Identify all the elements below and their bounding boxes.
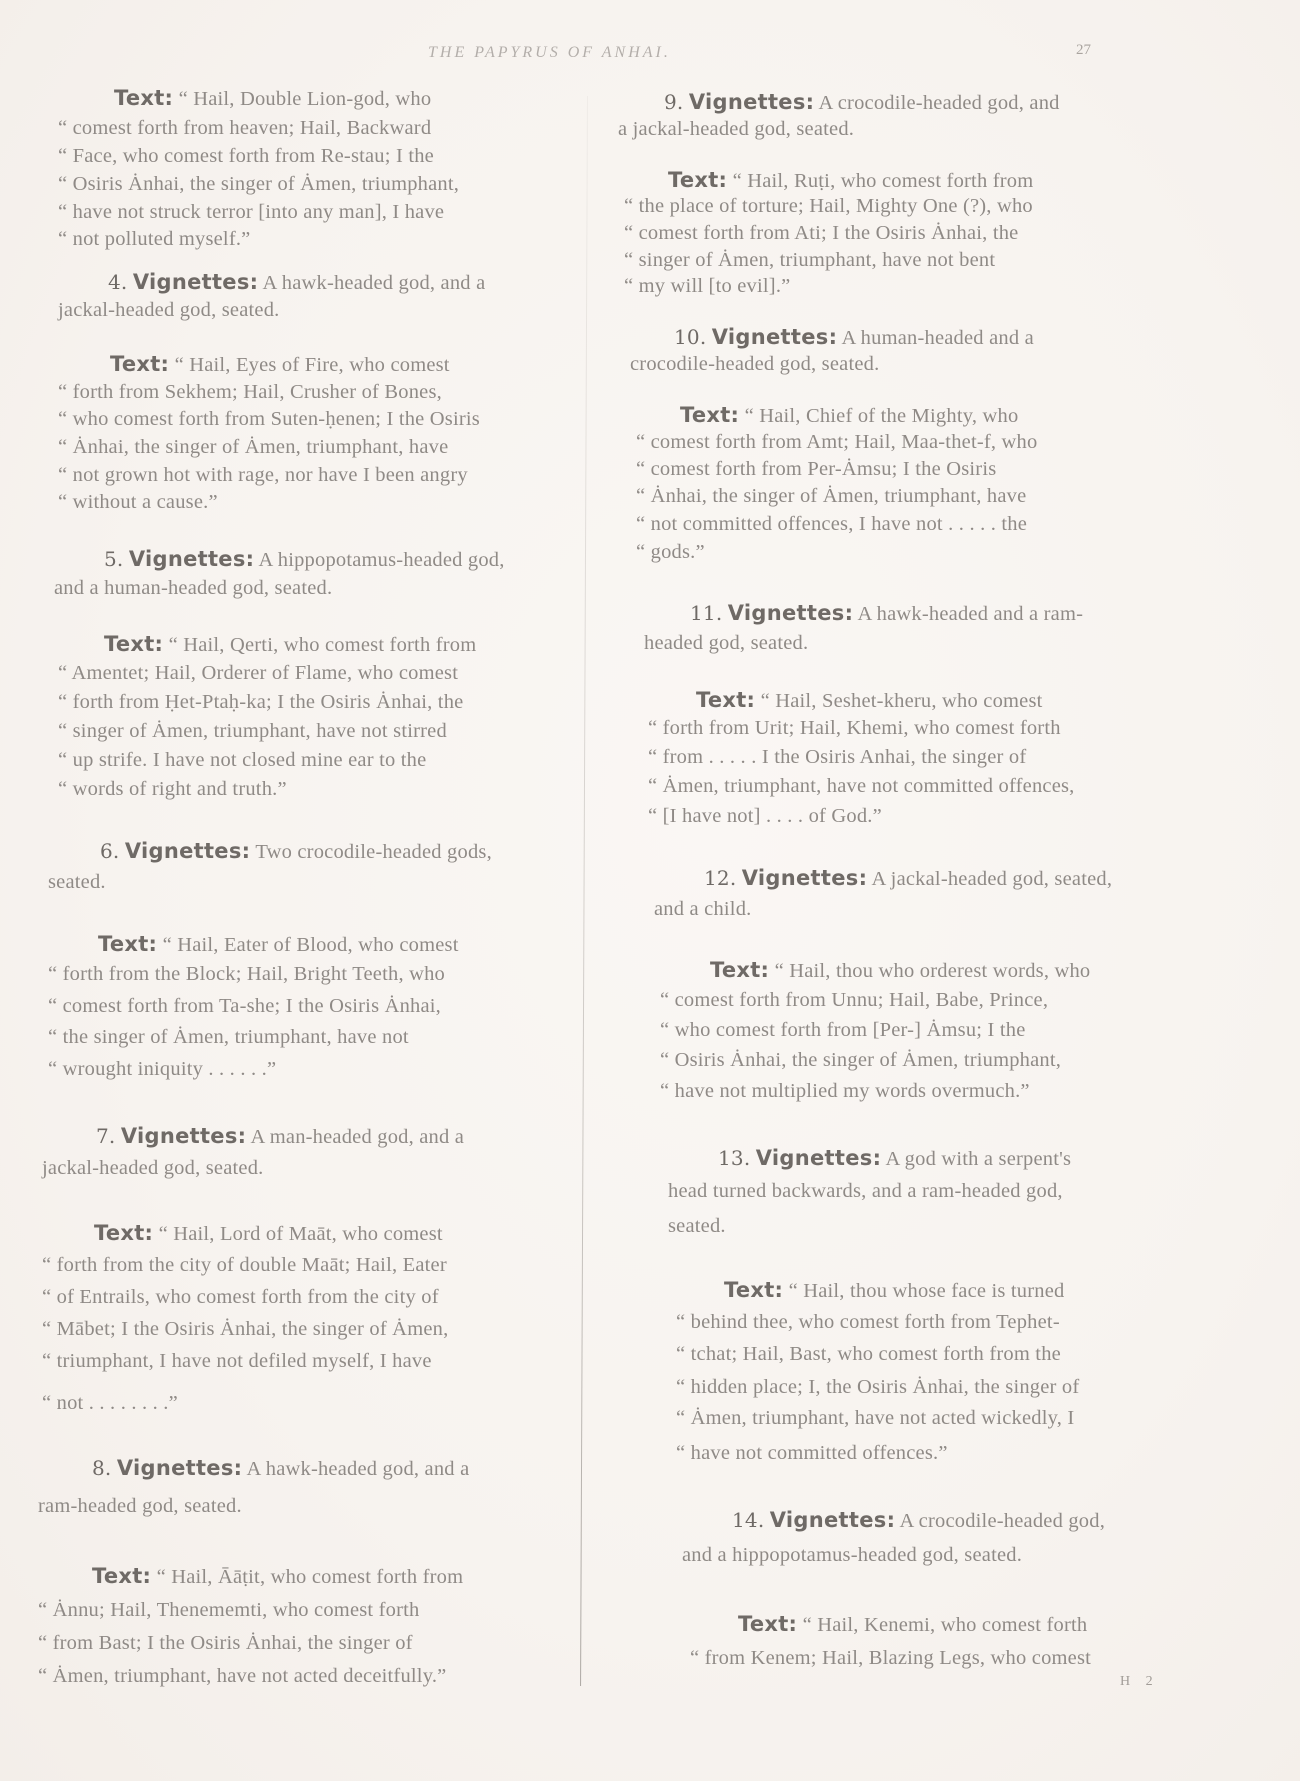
line-text: “ not polluted myself.” xyxy=(58,228,251,250)
vignette-label: Vignettes: xyxy=(727,601,854,625)
line-text: “ Hail, Qerti, who comest forth from xyxy=(168,634,477,656)
entry-number: 6. xyxy=(100,839,120,863)
line-text: “ comest forth from Amt; Hail, Maa-thet-f, who xyxy=(636,431,1038,453)
vignette-label: Vignettes: xyxy=(688,90,815,114)
line-text: “ singer of Ȧmen, triumphant, have not bent xyxy=(624,249,996,271)
text-first-line xyxy=(696,690,1043,712)
line-text: “ who comest forth from Suten-ḥenen; I the Osiris xyxy=(58,408,480,430)
vignette-label: Vignettes: xyxy=(741,866,868,890)
line-text: “ Osiris Ȧnhai, the singer of Ȧmen, triumphant, xyxy=(660,1049,1062,1071)
line-text: “ comest forth from Per-Ȧmsu; I the Osiris xyxy=(636,458,997,480)
signature-mark: H 2 xyxy=(1120,1674,1159,1689)
line-text: “ Hail, Chief of the Mighty, who xyxy=(744,405,1019,427)
line-text: “ not . . . . . . . .” xyxy=(42,1392,178,1414)
line-text: “ forth from the city of double Maāt; Hail, Eater xyxy=(42,1254,447,1276)
line-text: “ Ȧnhai, the singer of Ȧmen, triumphant, have xyxy=(636,485,1027,507)
line-text: A jackal-headed god, seated, xyxy=(871,868,1113,890)
line-text: “ Osiris Ȧnhai, the singer of Ȧmen, triumphant, xyxy=(58,173,460,195)
line-text: “ without a cause.” xyxy=(58,491,218,513)
entry-number: 9. xyxy=(664,90,684,114)
page-number: 27 xyxy=(1076,42,1091,58)
line-text: “ comest forth from Ati; I the Osiris Ȧnhai, the xyxy=(624,222,1019,244)
vignette-label: Vignettes: xyxy=(769,1508,896,1532)
text-first-line xyxy=(92,1566,463,1588)
line-text: Two crocodile-headed gods, xyxy=(255,841,492,863)
line-text: A crocodile-headed god, and xyxy=(818,92,1060,114)
text-label: Text: xyxy=(110,352,170,376)
text-first-line xyxy=(94,1223,443,1245)
line-text: seated. xyxy=(48,871,106,893)
line-text: “ Face, who comest forth from Re-stau; I the xyxy=(58,145,434,167)
vignette-label: Vignettes: xyxy=(124,839,251,863)
line-text: headed god, seated. xyxy=(644,632,809,654)
line-text: A hawk-headed god, and a xyxy=(246,1458,470,1480)
text-first-line xyxy=(114,88,553,110)
text-label: Text: xyxy=(94,1221,154,1245)
line-text: “ from Kenem; Hail, Blazing Legs, who comest xyxy=(690,1647,1092,1669)
text-first-line xyxy=(98,934,459,956)
text-label: Text: xyxy=(92,1564,152,1588)
text-first-line xyxy=(104,634,476,656)
text-first-line xyxy=(110,354,450,376)
vignette-first-line xyxy=(108,272,485,294)
line-text: A god with a serpent's xyxy=(885,1148,1072,1170)
text-label: Text: xyxy=(710,958,770,982)
line-text: “ from Bast; I the Osiris Ȧnhai, the singer of xyxy=(38,1632,413,1654)
vignette-first-line xyxy=(674,327,1034,349)
line-text: “ comest forth from Unnu; Hail, Babe, Prince, xyxy=(660,989,1049,1011)
line-text: A hawk-headed and a ram- xyxy=(857,603,1084,625)
line-text: “ Hail, Seshet-kheru, who comest xyxy=(760,690,1043,712)
line-text: “ the singer of Ȧmen, triumphant, have not xyxy=(48,1026,409,1048)
line-text: “ behind thee, who comest forth from Tephet- xyxy=(676,1311,1060,1333)
line-text: “ not committed offences, I have not . . . . . the xyxy=(636,513,1028,535)
line-text: A crocodile-headed god, xyxy=(899,1510,1106,1532)
line-text: A hippopotamus-headed god, xyxy=(258,549,505,571)
line-text: “ Ȧmen, triumphant, have not acted deceitfully.” xyxy=(38,1665,447,1687)
line-text: “ triumphant, I have not defiled myself, I have xyxy=(42,1350,432,1372)
line-text: “ gods.” xyxy=(636,541,705,563)
line-text: “ Hail, thou who orderest words, who xyxy=(774,960,1091,982)
text-label: Text: xyxy=(696,688,756,712)
text-first-line xyxy=(710,960,1090,982)
line-text: “ Hail, Double Lion-god, who xyxy=(178,88,432,110)
line-text: “ Hail, thou whose face is turned xyxy=(788,1280,1065,1302)
line-text: “ comest forth from heaven; Hail, Backward xyxy=(58,117,432,139)
vignette-first-line xyxy=(104,549,505,571)
line-text: “ have not struck terror [into any man], I have xyxy=(58,201,445,223)
entry-number: 8. xyxy=(92,1456,112,1480)
text-first-line xyxy=(668,170,1033,192)
line-text: A hawk-headed god, and a xyxy=(262,272,486,294)
line-text: seated. xyxy=(668,1215,726,1237)
entry-number: 11. xyxy=(690,601,723,625)
line-text: “ forth from Ḥet-Ptaḥ-ka; I the Osiris Ȧnhai, the xyxy=(58,691,464,713)
entry-number: 7. xyxy=(96,1124,116,1148)
vignette-first-line xyxy=(690,603,1083,625)
vignette-first-line xyxy=(664,92,1060,114)
text-label: Text: xyxy=(668,168,728,192)
line-text: “ from . . . . . I the Osiris Anhai, the singer of xyxy=(648,746,1027,768)
text-first-line xyxy=(738,1614,1087,1636)
entry-number: 10. xyxy=(674,325,707,349)
line-text: “ Hail, Kenemi, who comest forth xyxy=(802,1614,1088,1636)
line-text: “ forth from Sekhem; Hail, Crusher of Bones, xyxy=(58,381,442,403)
text-label: Text: xyxy=(724,1278,784,1302)
text-label: Text: xyxy=(738,1612,798,1636)
line-text: “ hidden place; I, the Osiris Ȧnhai, the singer of xyxy=(676,1376,1080,1398)
vignette-first-line xyxy=(96,1126,464,1148)
vignette-label: Vignettes: xyxy=(755,1146,882,1170)
line-text: “ of Entrails, who comest forth from the city of xyxy=(42,1286,439,1308)
entry-number: 12. xyxy=(704,866,737,890)
line-text: “ have not committed offences.” xyxy=(676,1442,948,1464)
line-text: “ Hail, Ruṭi, who comest forth from xyxy=(732,170,1034,192)
line-text: “ Amentet; Hail, Orderer of Flame, who comest xyxy=(58,662,459,684)
vignette-label: Vignettes: xyxy=(128,547,255,571)
line-text: “ Hail, Āāṭit, who comest forth from xyxy=(156,1566,464,1588)
line-text: jackal-headed god, seated. xyxy=(42,1157,264,1179)
line-text: “ singer of Ȧmen, triumphant, have not stirred xyxy=(58,720,447,742)
line-text: jackal-headed god, seated. xyxy=(58,299,280,321)
line-text: “ [I have not] . . . . of God.” xyxy=(648,805,882,827)
line-text: and a child. xyxy=(654,898,752,920)
line-text: crocodile-headed god, seated. xyxy=(630,353,880,375)
text-first-line xyxy=(724,1280,1064,1302)
line-text: “ not grown hot with rage, nor have I been angry xyxy=(58,464,468,486)
vignette-first-line xyxy=(718,1148,1071,1170)
entry-number: 14. xyxy=(732,1508,765,1532)
vignette-label: Vignettes: xyxy=(132,270,259,294)
vignette-label: Vignettes: xyxy=(711,325,838,349)
line-text: a jackal-headed god, seated. xyxy=(618,118,855,140)
entry-number: 13. xyxy=(718,1146,751,1170)
line-text: “ comest forth from Ta-she; I the Osiris Ȧnhai, xyxy=(48,995,442,1017)
line-text: “ have not multiplied my words overmuch.” xyxy=(660,1080,1030,1102)
line-text: “ Ȧmen, triumphant, have not acted wickedly, I xyxy=(676,1407,1075,1429)
text-label: Text: xyxy=(680,403,740,427)
line-text: “ Hail, Eyes of Fire, who comest xyxy=(174,354,450,376)
line-text: “ who comest forth from [Per-] Ȧmsu; I the xyxy=(660,1019,1026,1041)
line-text: and a human-headed god, seated. xyxy=(54,577,333,599)
vignette-label: Vignettes: xyxy=(120,1124,247,1148)
text-first-line xyxy=(680,405,1018,427)
line-text: “ wrought iniquity . . . . . .” xyxy=(48,1058,277,1080)
line-text: “ Hail, Lord of Maāt, who comest xyxy=(158,1223,443,1245)
line-text: and a hippopotamus-headed god, seated. xyxy=(682,1544,1023,1566)
line-text: “ Ȧnnu; Hail, Thenememti, who comest forth xyxy=(38,1599,420,1621)
line-text: “ forth from Urit; Hail, Khemi, who comest forth xyxy=(648,717,1061,739)
line-text: A man-headed god, and a xyxy=(250,1126,465,1148)
line-text: “ Hail, Eater of Blood, who comest xyxy=(162,934,459,956)
vignette-first-line xyxy=(704,868,1112,890)
line-text: head turned backwards, and a ram-headed god, xyxy=(668,1180,1063,1202)
line-text: “ words of right and truth.” xyxy=(58,778,287,800)
line-text: “ up strife. I have not closed mine ear to the xyxy=(58,749,427,771)
vignette-label: Vignettes: xyxy=(116,1456,243,1480)
running-title: THE PAPYRUS OF ANHAI. xyxy=(428,44,671,61)
vignette-first-line xyxy=(92,1458,469,1480)
text-label: Text: xyxy=(114,86,174,110)
text-label: Text: xyxy=(98,932,158,956)
line-text: ram-headed god, seated. xyxy=(38,1495,242,1517)
line-text: “ Ȧnhai, the singer of Ȧmen, triumphant, have xyxy=(58,436,449,458)
line-text: “ the place of torture; Hail, Mighty One (?), who xyxy=(624,195,1033,217)
line-text: “ forth from the Block; Hail, Bright Teeth, who xyxy=(48,963,446,985)
entry-number: 4. xyxy=(108,270,128,294)
line-text: “ tchat; Hail, Bast, who comest forth from the xyxy=(676,1343,1061,1365)
entry-number: 5. xyxy=(104,547,124,571)
vignette-first-line xyxy=(732,1510,1105,1532)
line-text: “ Ȧmen, triumphant, have not committed offences, xyxy=(648,775,1075,797)
vignette-first-line xyxy=(100,841,492,863)
column-divider xyxy=(580,96,588,1686)
line-text: “ my will [to evil].” xyxy=(624,275,791,297)
text-label: Text: xyxy=(104,632,164,656)
line-text: “ Mābet; I the Osiris Ȧnhai, the singer of Ȧmen, xyxy=(42,1318,449,1340)
line-text: A human-headed and a xyxy=(841,327,1034,349)
